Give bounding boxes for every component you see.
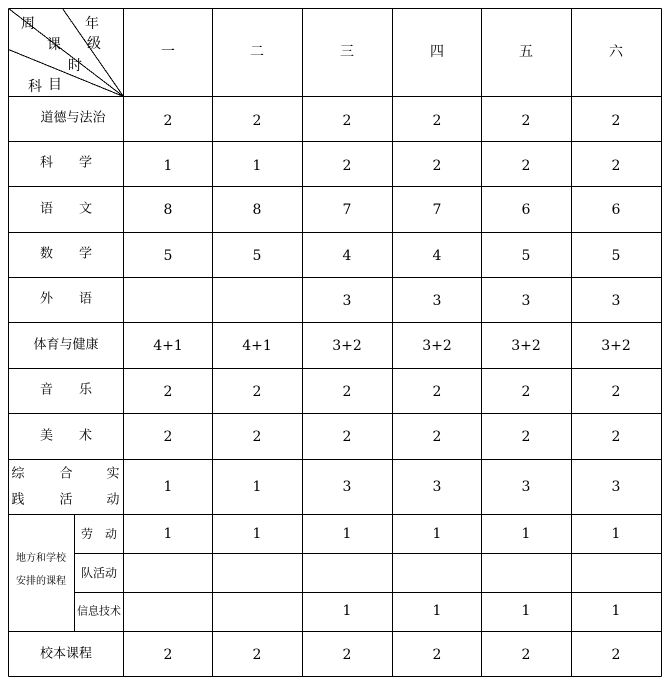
table-cell: 2 [342,113,352,129]
table-cell: 4 [432,248,442,264]
table-cell: 6 [611,202,621,218]
table-cell: 2 [432,384,442,400]
table-cell: 1 [432,526,442,542]
corner-label-ke2: 科 [28,79,42,95]
table-cell: 2 [163,113,173,129]
subject-label: 数 学 [39,246,93,262]
practice-label-char: 活 [59,492,73,508]
table-cell: 2 [252,429,262,445]
table-cell: 1 [611,526,621,542]
subject-label: 道德与法治 [40,110,106,126]
table-cell: 1 [252,479,262,495]
corner-label-nian: 年 [85,16,99,32]
table-cell: 1 [342,526,352,542]
table-cell: 2 [163,429,173,445]
table-cell: 2 [432,113,442,129]
table-cell: 7 [432,202,442,218]
table-cell: 2 [521,429,531,445]
table-cell: 2 [521,158,531,174]
table-cell: 7 [342,202,352,218]
table-cell: 5 [252,248,262,264]
table-cell: 3 [342,293,352,309]
subrow-label: 信息技术 [77,604,121,618]
table-cell: 2 [342,384,352,400]
table-cell: 3 [432,293,442,309]
subject-label: 体育与健康 [33,337,99,353]
grade-header: 六 [609,44,623,60]
table-cell: 1 [521,526,531,542]
subject-label: 音 乐 [39,382,93,398]
table-cell: 2 [163,647,173,663]
table-cell: 3+2 [332,338,362,354]
table-cell: 2 [432,647,442,663]
table-cell: 2 [432,158,442,174]
practice-label-char: 实 [106,466,120,482]
grade-header: 二 [250,44,264,60]
table-cell: 2 [163,384,173,400]
table-cell: 3+2 [422,338,452,354]
grade-header: 一 [161,44,175,60]
table-cell: 1 [521,603,531,619]
table-cell: 2 [252,647,262,663]
corner-label-shi: 时 [68,58,82,74]
table-cell: 2 [252,384,262,400]
practice-label-char: 合 [59,466,73,482]
table-cell: 1 [252,158,262,174]
subject-label: 外 语 [39,291,93,307]
local-group-label: 地方和学校 [16,553,66,564]
table-cell: 1 [611,603,621,619]
table-cell: 5 [521,248,531,264]
table-cell: 5 [611,248,621,264]
table-cell: 3 [342,479,352,495]
table-cell: 2 [432,429,442,445]
table-cell: 2 [252,113,262,129]
grade-header: 四 [430,44,444,60]
table-cell: 1 [432,603,442,619]
table-cell: 3 [611,293,621,309]
table-cell: 1 [252,526,262,542]
table-cell: 3+2 [601,338,631,354]
table-cell: 1 [163,158,173,174]
table-cell: 2 [342,647,352,663]
subject-label: 校本课程 [39,646,93,662]
table-cell: 2 [521,384,531,400]
subject-label: 语 文 [39,201,93,217]
table-cell: 5 [163,248,173,264]
table-cell: 4+1 [242,338,272,354]
subrow-label: 劳 动 [80,527,118,541]
subject-label: 科 学 [39,155,93,171]
corner-label-ji: 级 [87,36,101,52]
subrow-label: 队活动 [80,566,118,580]
local-group-label: 安排的课程 [16,576,66,587]
table-cell: 4+1 [153,338,183,354]
table-cell: 2 [521,113,531,129]
table-cell: 2 [611,384,621,400]
subject-label: 美 术 [39,428,93,444]
corner-label-zhou: 周 [21,16,35,32]
table-cell: 8 [252,202,262,218]
table-cell: 2 [611,429,621,445]
table-cell: 1 [163,526,173,542]
table-cell: 2 [611,647,621,663]
grade-header: 三 [340,44,354,60]
table-cell: 2 [521,647,531,663]
table-cell: 4 [342,248,352,264]
table-cell: 3+2 [511,338,541,354]
table-cell: 6 [521,202,531,218]
table-cell: 2 [342,429,352,445]
table-cell: 8 [163,202,173,218]
table-cell: 1 [163,479,173,495]
table-cell: 1 [342,603,352,619]
table-cell: 2 [611,113,621,129]
table-cell: 3 [521,479,531,495]
table-cell: 3 [611,479,621,495]
table-cell: 3 [432,479,442,495]
table-cell: 2 [611,158,621,174]
practice-label-char: 综 [11,466,25,482]
header-diagonal [9,50,124,97]
table-cell: 3 [521,293,531,309]
corner-label-ke: 课 [47,37,61,53]
practice-label-char: 动 [106,492,120,508]
grade-header: 五 [519,44,533,60]
practice-label-char: 践 [11,492,25,508]
table-cell: 2 [342,158,352,174]
corner-label-mu: 目 [48,77,62,93]
